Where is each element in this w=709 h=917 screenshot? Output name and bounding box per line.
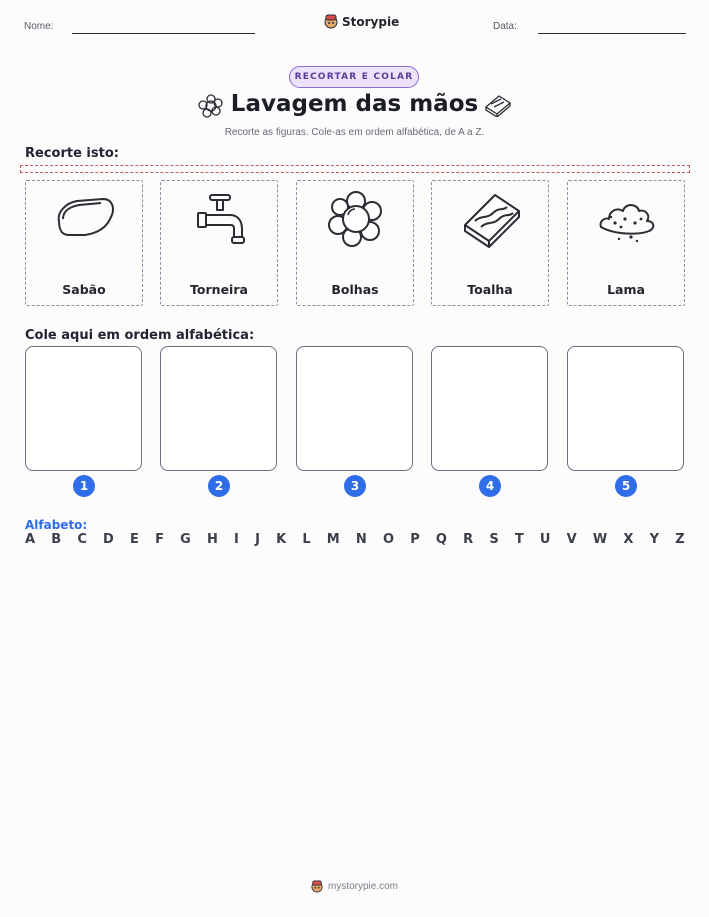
cut-section-heading: Recorte isto: — [25, 146, 119, 161]
paste-box-3[interactable] — [296, 346, 413, 471]
footer-url[interactable]: mystorypie.com — [327, 881, 398, 892]
towel-icon — [461, 189, 521, 249]
bubbles-icon — [326, 189, 386, 249]
date-label: Data: — [493, 21, 517, 32]
position-number: 2 — [208, 475, 230, 497]
name-line[interactable] — [72, 33, 255, 34]
cut-card-towel[interactable] — [431, 180, 549, 306]
card-label: Lama — [607, 282, 645, 297]
card-label: Bolhas — [331, 282, 379, 297]
alphabet-letter: L — [302, 532, 311, 547]
footer — [0, 880, 709, 893]
alphabet-letter: S — [489, 532, 499, 547]
paste-box-5[interactable] — [567, 346, 684, 471]
alphabet-letter: V — [566, 532, 577, 547]
card-label: Sabão — [62, 282, 106, 297]
alphabet-letter: W — [592, 532, 608, 547]
activity-badge: RECORTAR E COLAR — [289, 66, 419, 88]
alphabet-letter: B — [51, 532, 62, 547]
paste-box-2[interactable] — [160, 346, 277, 471]
alphabet-letter: H — [206, 532, 218, 547]
card-label: Toalha — [467, 282, 513, 297]
storypie-mascot-icon — [311, 880, 323, 893]
storypie-mascot-icon — [324, 14, 338, 29]
alphabet-letter: U — [539, 532, 551, 547]
alphabet-letter: Y — [649, 532, 660, 547]
page-title: Lavagem das mãos — [230, 91, 479, 117]
faucet-icon — [190, 189, 250, 249]
paste-box-1[interactable] — [25, 346, 142, 471]
alphabet-letter: Z — [675, 532, 685, 547]
alphabet-letter: P — [410, 532, 420, 547]
brand-logo — [324, 14, 399, 29]
alphabet-letter: O — [382, 532, 395, 547]
alphabet-letter: N — [355, 532, 367, 547]
soap-icon — [55, 189, 115, 249]
alphabet-letter: R — [463, 532, 474, 547]
alphabet-letter: K — [276, 532, 287, 547]
position-number: 5 — [615, 475, 637, 497]
alphabet-letter: C — [77, 532, 87, 547]
alphabet-letter: D — [103, 532, 114, 547]
position-number: 1 — [73, 475, 95, 497]
alphabet-row — [25, 532, 685, 547]
alphabet-letter: F — [155, 532, 164, 547]
brand-name: Storypie — [342, 14, 400, 29]
paste-box-4[interactable] — [431, 346, 548, 471]
position-number: 4 — [479, 475, 501, 497]
alphabet-letter: J — [255, 532, 260, 547]
towel-icon — [483, 93, 513, 117]
cut-card-faucet[interactable] — [160, 180, 278, 306]
cut-card-mud[interactable] — [567, 180, 685, 306]
alphabet-letter: T — [514, 532, 524, 547]
alphabet-letter: M — [326, 532, 340, 547]
alphabet-letter: A — [25, 532, 36, 547]
cut-card-soap[interactable] — [25, 180, 143, 306]
cut-card-bubbles[interactable] — [296, 180, 414, 306]
alphabet-heading: Alfabeto: — [25, 518, 88, 532]
alphabet-letter: E — [130, 532, 139, 547]
position-number: 3 — [344, 475, 366, 497]
alphabet-letter: X — [623, 532, 634, 547]
alphabet-letter: Q — [435, 532, 447, 547]
mud-icon — [597, 189, 657, 249]
cut-line — [20, 165, 690, 173]
alphabet-letter: G — [180, 532, 191, 547]
paste-section-heading: Cole aqui em ordem alfabética: — [25, 328, 255, 343]
alphabet-letter: I — [234, 532, 239, 547]
card-label: Torneira — [190, 282, 248, 297]
name-label: Nome: — [24, 21, 54, 32]
date-line[interactable] — [538, 33, 686, 34]
instructions: Recorte as figuras. Cole-as em ordem alfabética, de A a Z. — [224, 127, 485, 138]
